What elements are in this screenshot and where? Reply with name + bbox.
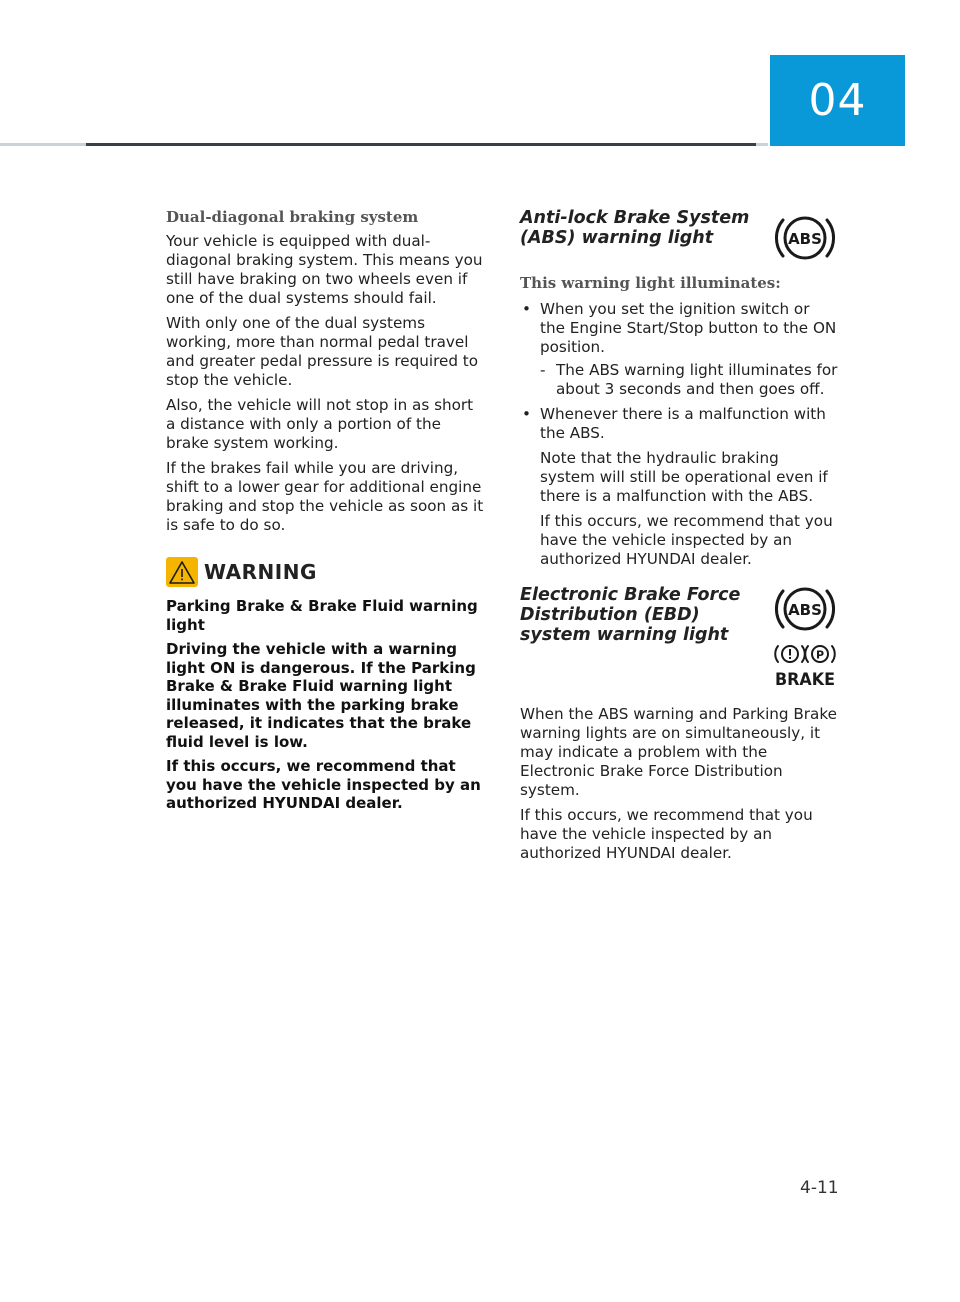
sub-item: - The ABS warning light illuminates for about 3 seconds and then goes off. [540, 361, 838, 398]
brake-warning-icon [773, 642, 837, 688]
paragraph: When the ABS warning and Parking Brake warning lights are on simultaneously, it may indicate a problem with the Electronic Brake Force Distribution system. [520, 705, 837, 799]
abs-heading: Anti-lock Brake System (ABS) warning light [520, 208, 750, 248]
paragraph: If the brakes fail while you are driving, shift to a lower gear for additional engine braking and stop the vehicle as soon as it is safe to do so. [166, 459, 484, 534]
section-title: Dual-diagonal braking system [166, 208, 419, 226]
sub-text: The ABS warning light illuminates for about 3 seconds and then goes off. [556, 361, 838, 398]
warning-paragraph: Driving the vehicle with a warning light ON is dangerous. If the Parking Brake & Brake Fluid warning light illuminates with the parking brake released, it indicates that the brake fluid level is low. [166, 640, 476, 751]
paragraph: Also, the vehicle will not stop in as short a distance with only a portion of the brake system working. [166, 396, 474, 452]
page-number: 4-11 [800, 1178, 839, 1198]
list-item: • When you set the ignition switch or the Engine Start/Stop button to the ON position. - The ABS warning light illuminates for about 3 seconds and then goes off. [522, 300, 838, 398]
abs-warning-icon [773, 206, 837, 270]
bullet-continuation: If this occurs, we recommend that you have the vehicle inspected by an authorized HYUNDAI dealer. [540, 512, 833, 568]
paragraph: Your vehicle is equipped with dual-diagonal braking system. This means you still have braking on two wheels even if one of the dual systems should fail. [166, 232, 483, 307]
header-rule-dark [86, 143, 756, 146]
ebd-heading: Electronic Brake Force Distribution (EBD) system warning light [520, 585, 741, 645]
abs-warning-icon [773, 577, 837, 641]
bullet-text: When you set the ignition switch or the Engine Start/Stop button to the ON position. [540, 300, 837, 356]
abs-icon-text: ABS [788, 601, 822, 619]
warning-triangle-icon [166, 557, 198, 587]
warning-heading [166, 557, 484, 587]
warning-subtitle: Parking Brake & Brake Fluid warning light [166, 597, 478, 634]
warning-box [166, 557, 484, 813]
abs-section-header [520, 208, 838, 264]
svg-text:P: P [815, 648, 825, 662]
list-item: • Whenever there is a malfunction with the ABS. Note that the hydraulic braking system will still be operational even if there is a malfunction with the ABS. If this occurs, we recommend that you have the vehicle inspected by an authorized HYUNDAI dealer. [520, 405, 838, 569]
ebd-body [520, 705, 838, 863]
illuminates-label: This warning light illuminates: [520, 274, 781, 292]
bullet-continuation: Note that the hydraulic braking system will still be operational even if there is a malfunction with the ABS. [540, 449, 828, 505]
paragraph: If this occurs, we recommend that you have the vehicle inspected by an authorized HYUNDAI dealer. [520, 806, 813, 862]
left-column [166, 208, 484, 819]
warning-paragraph: If this occurs, we recommend that you have the vehicle inspected by an authorized HYUNDAI dealer. [166, 757, 481, 812]
warning-label: WARNING [204, 560, 317, 584]
chapter-tab: 04 [770, 55, 905, 146]
brake-icon-text: BRAKE [775, 670, 835, 688]
right-column [520, 208, 838, 869]
bullet-list [520, 300, 838, 569]
bullet-text: Whenever there is a malfunction with the ABS. [540, 405, 826, 442]
paragraph: With only one of the dual systems working, more than normal pedal travel and greater pedal pressure is required to stop the vehicle. [166, 314, 479, 389]
abs-icon-text: ABS [788, 230, 822, 248]
ebd-section-header [520, 585, 838, 695]
